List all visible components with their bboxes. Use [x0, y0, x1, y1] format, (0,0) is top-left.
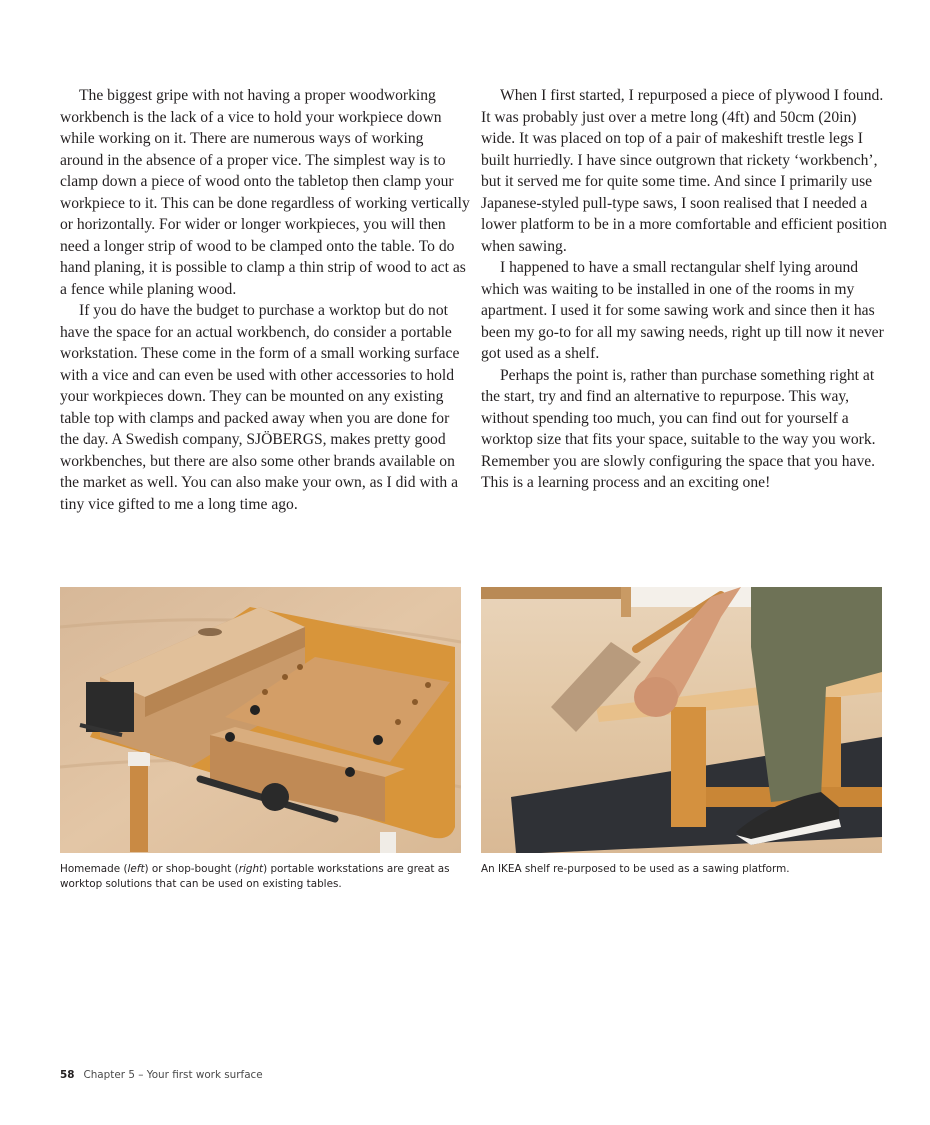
paragraph: The biggest gripe with not having a proper woodworking workbench is the lack of a vice to hold your workpiece down while working on it. There are numerous ways of working around in the absence of a proper vice. The simplest way is to clamp down a piece of wood onto the tabletop then clamp your workpiece to it. This can be done regardless of working vertically or horizontally. For wider or longer workpieces, you will then need a longer strip of wood to be clamped onto the table. To do hand planing, it is possible to clamp a thin strip of wood to act as a fence while planing wood. — [60, 87, 470, 298]
chapter-title: Chapter 5 – Your first work surface — [83, 1069, 263, 1081]
page-number: 58 — [60, 1069, 75, 1081]
left-text-column — [60, 85, 470, 515]
figure-caption-right: An IKEA shelf re-purposed to be used as a sawing platform. — [481, 863, 790, 875]
paragraph: Perhaps the point is, rather than purchase something right at the start, try and find an alternative to repurpose. This way, without spending too much, you can find out for yourself a worktop size that fits your space, suitable to the way you work. Remember you are slowly configuring the space that you have. This is a learning process and an exciting one! — [481, 366, 876, 491]
caption-text: ) portable workstations are great as worktop solutions that can be used on existing tables. — [60, 863, 450, 890]
sawing-illustration — [481, 587, 882, 853]
caption-italic: left — [127, 863, 145, 875]
caption-text: ) or shop-bought ( — [144, 863, 239, 875]
paragraph: If you do have the budget to purchase a worktop but do not have the space for an actual workbench, do consider a portable workstation. These come in the form of a small working surface with a vice and can even be used with other accessories to hold your workpieces down. They can be mounted on any existing table top with clamps and packed away when you are done for the day. A Swedish company, SJÖBERGS, makes pretty good workbenches, but there are also some other brands available on the market as well. You can also make your own, as I did with a tiny vice gifted to me a long time ago. — [60, 302, 460, 513]
figure-caption-left — [60, 862, 470, 892]
right-text-column — [481, 85, 891, 494]
caption-italic: right — [238, 863, 264, 875]
portable-workstations-photo — [60, 587, 461, 853]
workstation-illustration — [60, 587, 461, 853]
sawing-platform-photo — [481, 587, 882, 853]
page-footer — [60, 1069, 263, 1081]
paragraph: I happened to have a small rectangular shelf lying around which was waiting to be installed in one of the rooms in my apartment. I used it for some sawing work and since then it has been my go-to for all my sawing needs, right up till now it never got used as a shelf. — [481, 259, 884, 362]
caption-text: Homemade ( — [60, 863, 128, 875]
paragraph: When I first started, I repurposed a piece of plywood I found. It was probably just over a metre long (4ft) and 50cm (20in) wide. It was placed on top of a pair of makeshift trestle legs I built hurriedly. I have since outgrown that rickety ‘workbench’, but it served me for quite some time. And since I primarily use Japanese-styled pull-type saws, I soon realised that I needed a lower platform to be in a more comfortable and efficient position when sawing. — [481, 87, 887, 255]
